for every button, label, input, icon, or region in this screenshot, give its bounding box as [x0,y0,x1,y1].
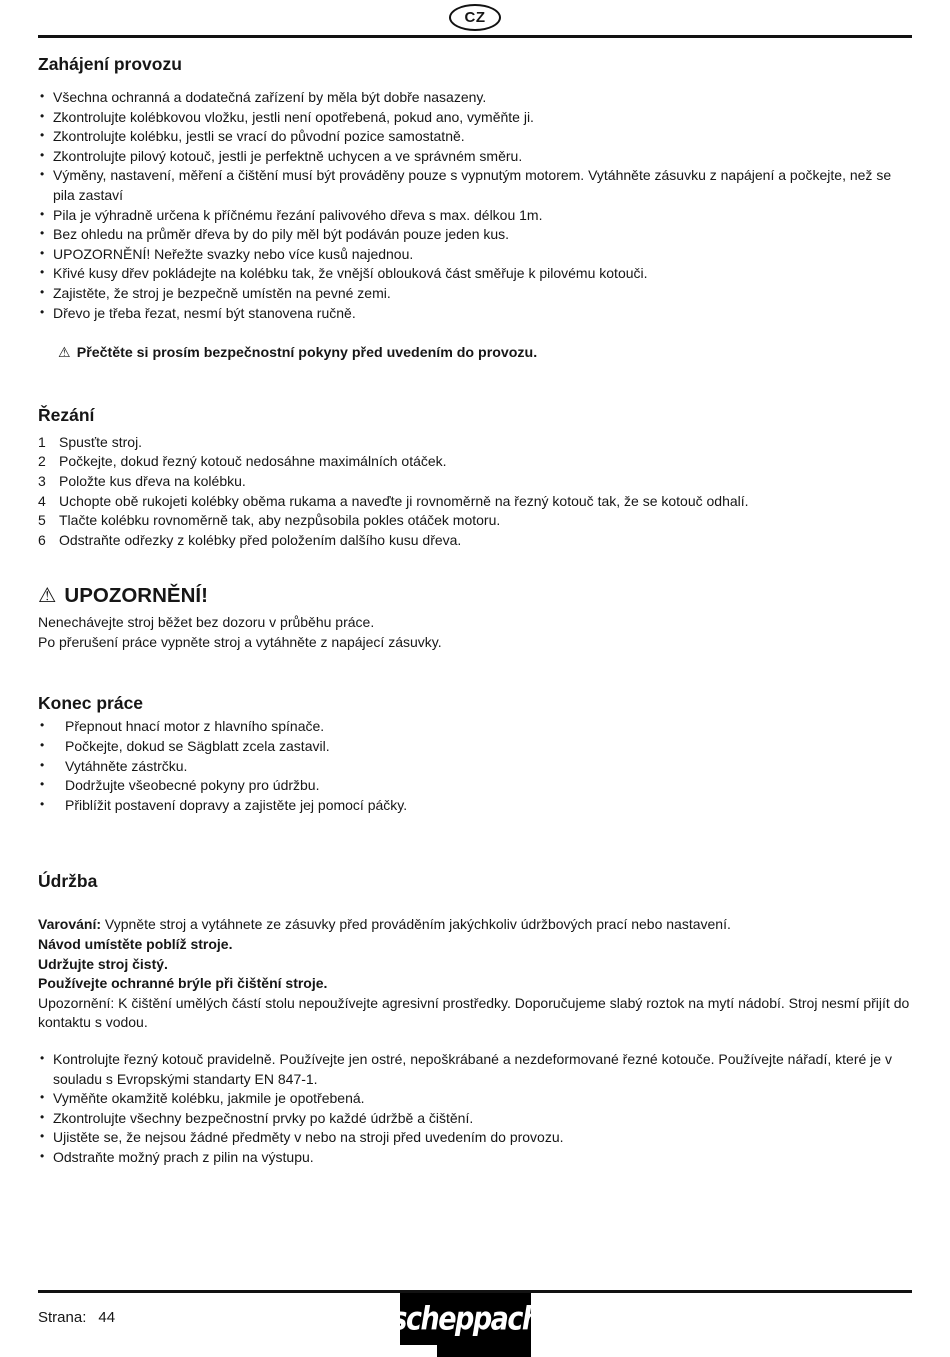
list-item-text: Kontrolujte řezný kotouč pravidelně. Používejte jen ostré, nepoškrábané a nezdeformované řezné kotouče. Používejte nářadí, které je v souladu s Evropskými standarty EN 847-1. [53,1051,892,1087]
caution-line [38,633,912,653]
scheppach-logo [391,1293,540,1345]
list-item-text: Zkontrolujte kolébku, jestli se vrací do původní pozice samostatně. [53,128,465,145]
section-title-startup: Zahájení provozu [38,54,182,74]
list-item-text: Počkejte, dokud se Sägblatt zcela zastavil. [65,738,330,755]
country-code-label: CZ [464,9,486,26]
list-item-text: Přiblížit postavení dopravy a zajistěte jej pomocí páčky. [65,796,408,813]
list-item-text: Zajistěte, že stroj je bezpečně umístěn na pevné zemi. [53,284,391,301]
warning-triangle-icon: ⚠ [38,584,57,608]
maintenance-warning-text: Vypněte stroj a vytáhnete ze zásuvky před prováděním jakýchkoliv údržbových prací nebo nastavení. [101,916,731,933]
list-item-text: Přepnout hnací motor z hlavního spínače. [65,718,325,735]
scheppach-logo-strip [437,1345,531,1357]
list-item [38,127,912,147]
list-item [38,776,912,796]
manual-page [0,4,950,1168]
list-item [38,1148,912,1168]
list-item-text: Bez ohledu na průměr dřeva by do pily měl být podáván pouze jeden kus. [53,226,510,243]
section-title-cutting: Řezání [38,404,95,425]
list-item [38,88,912,108]
list-item [38,757,912,777]
maintenance-bold-line-text: Používejte ochranné brýle při čištění stroje. [38,975,328,992]
step-item [38,511,912,531]
page-number-value: 44 [98,1309,116,1326]
step-item [38,433,912,453]
list-item [38,304,912,324]
list-item [38,108,912,128]
warning-triangle-icon: ⚠ [58,345,71,362]
maintenance-bold-line [38,974,912,994]
list-item-text: Ujistěte se, že nejsou žádné předměty v nebo na stroji před uvedením do provozu. [53,1129,564,1146]
caution-line-text: Po přerušení práce vypněte stroj a vytáhněte z napájecí zásuvky. [38,633,442,650]
step-number: 5 [38,512,46,529]
maintenance-bold-line-text: Návod umístěte poblíž stroje. [38,936,233,953]
maintenance-bold-line [38,955,912,975]
step-number: 4 [38,492,46,509]
caution-line-text: Nenechávejte stroj běžet bez dozoru v průběhu práce. [38,614,375,631]
step-item [38,452,912,472]
header-divider [38,35,912,38]
maintenance-bold-lines [38,935,912,994]
list-item-text: Zkontrolujte kolébkovou vložku, jestli není opotřebená, pokud ano, vyměňte ji. [53,108,534,125]
maintenance-intro [38,915,912,1033]
list-item-text: Zkontrolujte všechny bezpečnostní prvky po každé údržbě a čištění. [53,1109,474,1126]
maintenance-bullet-list [38,1050,912,1168]
list-item-text: Vyměňte okamžitě kolébku, jakmile je opotřebená. [53,1090,365,1107]
list-item-text: Dodržujte všeobecné pokyny pro údržbu. [65,777,320,794]
page-number-line [38,1308,115,1328]
step-number: 1 [38,433,46,450]
list-item-text: Dřevo je třeba řezat, nesmí být stanovena ručně. [53,304,356,321]
list-item-text: Vytáhněte zástrčku. [65,757,188,774]
list-item-text: Pila je výhradně určena k příčnému řezání palivového dřeva s max. délkou 1m. [53,206,543,223]
step-text: Uchopte obě rukojeti kolébky oběma rukama a naveďte ji rovnoměrně na řezný kotouč tak, že se kotouč odhalí. [59,492,749,509]
list-item-text: Odstraňte možný prach z pilin na výstupu. [53,1148,314,1165]
caution-line [38,613,912,633]
startup-bullet-list [38,88,912,323]
list-item-text: Křivé kusy dřev pokládejte na kolébku tak, že vnější oblouková část směřuje k pilovému kotouči. [53,265,648,282]
list-item [38,166,912,205]
list-item [38,1089,912,1109]
maintenance-warning-label: Varování: [38,916,102,933]
step-text: Spusťte stroj. [59,433,143,450]
page-number-label: Strana: [38,1309,87,1326]
caution-title-text: UPOZORNĚNÍ! [64,584,208,608]
list-item [38,1050,912,1089]
list-item [38,245,912,265]
scheppach-logo-text: scheppach [391,1300,540,1338]
section-title-end-of-work: Konec práce [38,693,144,714]
list-item-text: Výměny, nastavení, měření a čištění musí být prováděny pouze s vypnutým motorem. Vytáhněte zásuvku z napájení a počkejte, než se pila zastaví [53,167,892,203]
list-item [38,225,912,245]
country-badge [449,4,501,31]
list-item [38,1109,912,1129]
step-item [38,472,912,492]
safety-warning-line [38,344,912,364]
step-item [38,531,912,551]
step-number: 6 [38,531,46,548]
section-title-caution [38,583,912,608]
list-item [38,1128,912,1148]
step-number: 2 [38,453,46,470]
step-item [38,492,912,512]
list-item [38,796,912,816]
list-item [38,147,912,167]
list-item-text: UPOZORNĚNÍ! Neřežte svazky nebo více kusů najednou. [53,245,414,262]
step-text: Tlačte kolébku rovnoměrně tak, aby nezpůsobila pokles otáček motoru. [59,512,501,529]
caution-paragraphs [38,613,912,652]
list-item [38,284,912,304]
list-item [38,206,912,226]
step-number: 3 [38,472,46,489]
end-of-work-bullet-list [38,717,912,815]
safety-warning-text: Přečtěte si prosím bezpečnostní pokyny před uvedením do provozu. [76,345,538,362]
cutting-step-list [38,433,912,551]
list-item-text: Zkontrolujte pilový kotouč, jestli je perfektně uchycen a ve správném směru. [53,147,523,164]
list-item [38,737,912,757]
maintenance-warning-line [38,915,912,935]
maintenance-note: Upozornění: K čištění umělých částí stolu nepoužívejte agresivní prostředky. Doporučujeme slabý roztok na mytí nádobí. Stroj nesmí přijít do kontaktu s vodou. [38,994,910,1031]
list-item [38,264,912,284]
list-item-text: Všechna ochranná a dodatečná zařízení by měla být dobře nasazeny. [53,89,487,105]
step-text: Odstraňte odřezky z kolébky před položením dalšího kusu dřeva. [59,531,462,548]
section-title-maintenance: Údržba [38,871,98,892]
step-text: Položte kus dřeva na kolébku. [59,472,246,489]
maintenance-bold-line [38,935,912,955]
list-item [38,717,912,737]
step-text: Počkejte, dokud řezný kotouč nedosáhne maximálních otáček. [59,453,447,470]
maintenance-bold-line-text: Udržujte stroj čistý. [38,955,168,972]
